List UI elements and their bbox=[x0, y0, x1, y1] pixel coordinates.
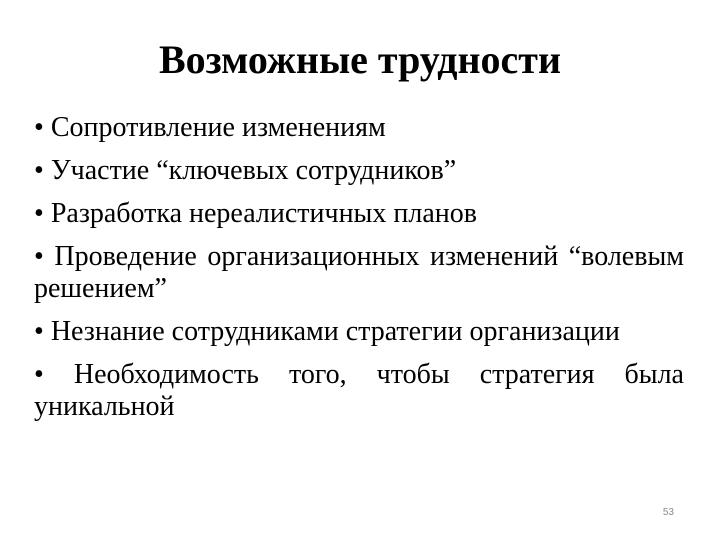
bullet-marker: • bbox=[34, 155, 44, 186]
bullet-item bbox=[34, 359, 684, 423]
bullet-marker: • bbox=[34, 316, 44, 347]
bullet-marker: • bbox=[34, 241, 44, 272]
bullet-text: Разработка нереалистичных планов bbox=[50, 198, 477, 229]
bullet-marker: • bbox=[34, 112, 44, 143]
slide-title: Возможные трудности bbox=[158, 37, 561, 82]
bullet-marker: • bbox=[34, 198, 44, 229]
bullet-text: Незнание сотрудниками стратегии организации bbox=[50, 316, 620, 347]
bullet-text: Сопротивление изменениям bbox=[50, 112, 386, 143]
bullet-item bbox=[34, 112, 684, 144]
bullet-list bbox=[34, 112, 684, 434]
bullet-item bbox=[34, 316, 684, 348]
bullet-item bbox=[34, 198, 684, 230]
page-number: 53 bbox=[662, 507, 674, 518]
bullet-marker: • bbox=[34, 359, 44, 390]
bullet-text: Необходимость того, чтобы стратегия была уникальной bbox=[34, 359, 684, 422]
bullet-item bbox=[34, 155, 684, 187]
bullet-text: Участие “ключевых сотрудников” bbox=[50, 155, 457, 186]
bullet-text: Проведение организационных изменений “волевым решением” bbox=[34, 241, 684, 304]
bullet-item bbox=[34, 241, 684, 305]
